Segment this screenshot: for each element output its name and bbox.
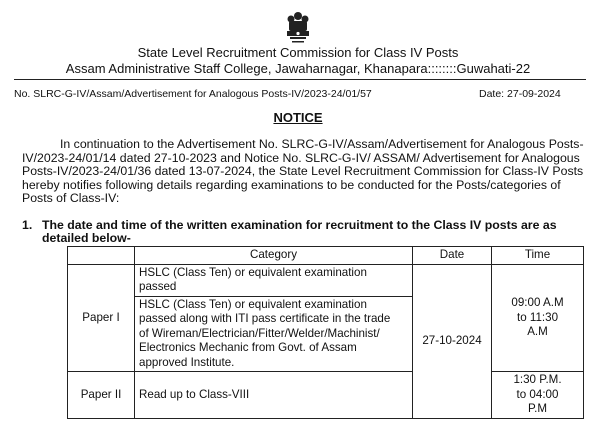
- organization-title: State Level Recruitment Commission for Class IV Posts: [137, 45, 459, 60]
- emblem-icon: [281, 10, 315, 50]
- intro-line: In continuation to the Advertisement No. SLRC-G-IV/Assam/Advertisement for Analogous Posts-: [60, 137, 584, 151]
- header-cell-category: Category: [135, 247, 413, 265]
- time-line: P.M: [527, 402, 548, 415]
- category-line: HSLC (Class Ten) or equivalent examination: [139, 297, 367, 311]
- table-header-row: [68, 247, 584, 265]
- exam-date: 27-10-2024: [413, 264, 492, 418]
- intro-line: Posts-IV/2023-24/01/36 dated 13-07-2024, the State Level Recruitment Commission for Class-IV Posts: [22, 164, 584, 179]
- reference-date: Date: 27-09-2024: [479, 88, 561, 100]
- organization-address: Assam Administrative Staff College, Jawaharnagar, Khanapara::::::::Guwahati-22: [65, 61, 531, 76]
- intro-paragraph: [22, 138, 582, 206]
- header-cell-time: Time: [492, 247, 584, 265]
- paper-2-label: Paper II: [68, 372, 135, 419]
- category-line: passed along with ITI pass certificate in the trade: [139, 312, 391, 325]
- table-row: [68, 372, 584, 419]
- item-text-line: The date and time of the written examination for recruitment to the Class IV posts are as: [42, 218, 557, 232]
- paper-2-category: Read up to Class-VIII: [135, 372, 413, 419]
- header-cell-date: Date: [413, 247, 492, 265]
- exam-schedule-table: [67, 246, 584, 419]
- time-line: 1:30 P.M.: [513, 373, 562, 386]
- paper-1-time: [492, 264, 584, 372]
- paper-2-time: [492, 372, 584, 419]
- category-line: of Wireman/Electrician/Fitter/Welder/Machinist/: [139, 326, 380, 340]
- notice-heading: [0, 110, 596, 125]
- category-line: HSLC (Class Ten) or equivalent examination: [139, 265, 367, 279]
- category-line: Electronics Mechanic from Govt. of Assam: [139, 341, 357, 354]
- item-number: 1.: [22, 218, 33, 232]
- intro-line: Posts of Class-IV:: [22, 191, 120, 206]
- paper-1-category-2: [135, 296, 413, 372]
- reference-number: No. SLRC-G-IV/Assam/Advertisement for Analogous Posts-IV/2023-24/01/57: [14, 88, 372, 100]
- notice-title: NOTICE: [273, 110, 323, 125]
- table-row: [68, 264, 584, 296]
- time-line: to 11:30: [516, 310, 559, 324]
- intro-line: IV/2023-24/01/14 dated 27-10-2023 and Notice No. SLRC-G-IV/ ASSAM/ Advertisement for Analogous: [22, 150, 580, 165]
- paper-1-category-1: [135, 264, 413, 296]
- paper-1-label: Paper I: [68, 264, 135, 372]
- item-text-line: detailed below-: [42, 231, 131, 245]
- intro-line: hereby notifies following details regarding examinations to be conducted for the Posts/categories of: [22, 177, 561, 192]
- category-line: approved Institute.: [139, 355, 235, 369]
- numbered-item-1: [22, 218, 582, 245]
- time-line: 09:00 A.M: [511, 296, 564, 309]
- header-cell-paper: [68, 247, 135, 265]
- time-line: A.M: [527, 325, 548, 338]
- header-divider: [14, 79, 586, 80]
- category-line: passed: [139, 280, 177, 293]
- time-line: to 04:00: [516, 387, 559, 401]
